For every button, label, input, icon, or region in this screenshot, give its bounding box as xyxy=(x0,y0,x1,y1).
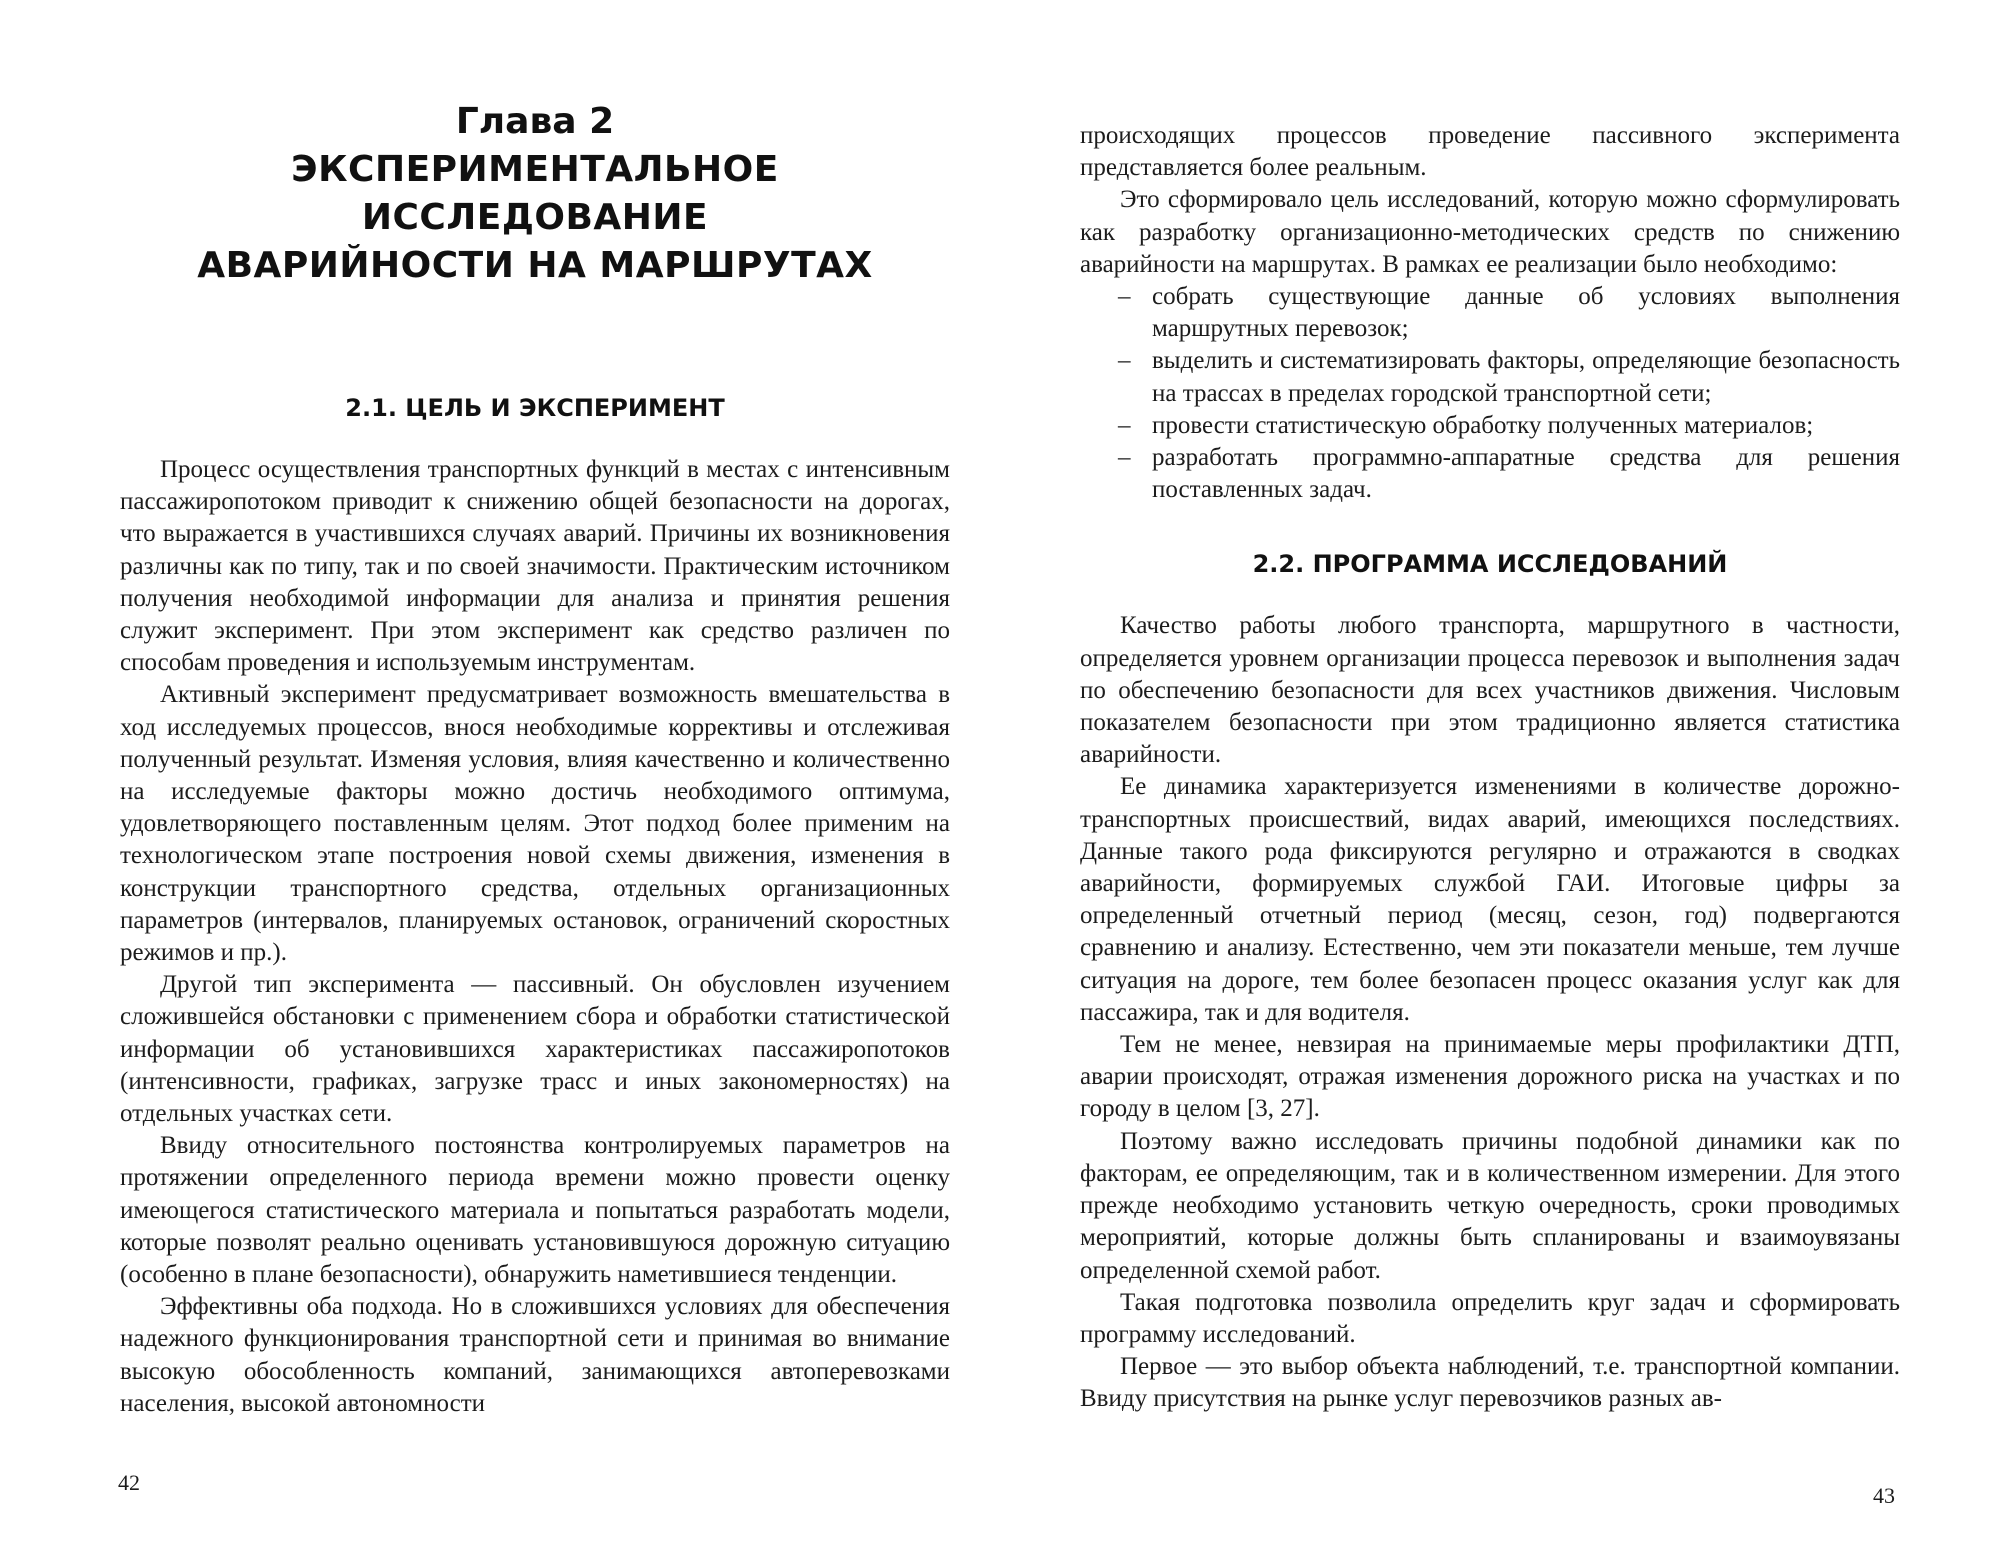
list-item xyxy=(1080,345,1900,409)
paragraph: Другой тип эксперимента — пассивный. Он обусловлен изучением сложившейся обстановки с применением сбора и обработки статистической информации об установившихся характеристиках пассажиропотоков (интенсивности, графиках, загрузке трасс и иных закономерностях) на отдельных участках сети. xyxy=(120,971,950,1128)
chapter-title-line: ЭКСПЕРИМЕНТАЛЬНОЕ ИССЛЕДОВАНИЕ xyxy=(291,149,779,238)
paragraph: Первое — это выбор объекта наблюдений, т.е. транспортной компании. Ввиду присутствия на рынке услуг перевозчиков разных ав- xyxy=(1080,1353,1900,1413)
paragraph: Процесс осуществления транспортных функций в местах с интенсивным пассажиропотоком приводит к снижению общей безопасности на дорогах, что выражается в участившихся случаях аварий. Причины их возникновения различны как по типу, так и по своей значимости. Практическим источником получения необходимой информации для анализа и принятия решения служит эксперимент. При этом эксперимент как средство различен по способам проведения и используемым инструментам. xyxy=(120,456,950,677)
paragraph: Тем не менее, невзирая на принимаемые меры профилактики ДТП, аварии происходят, отражая изменения дорожного риска на участках и по городу в целом [3, 27]. xyxy=(1080,1031,1900,1123)
list-item xyxy=(1080,410,1900,442)
paragraph: Качество работы любого транспорта, маршрутного в частности, определяется уровнем организации процесса перевозок и выполнения задач по обеспечению безопасности для всех участников движения. Числовым показателем безопасности при этом традиционно является статистика аварийности. xyxy=(1080,612,1900,769)
list-item-text: собрать существующие данные об условиях выполнения маршрутных перевозок; xyxy=(1152,283,1900,343)
list-dash: – xyxy=(1118,444,1131,472)
list-dash: – xyxy=(1118,347,1131,375)
left-page xyxy=(120,0,950,1420)
paragraph: Такая подготовка позволила определить круг задач и сформировать программу исследований. xyxy=(1080,1288,1900,1348)
chapter-label: Глава 2 xyxy=(455,101,615,142)
paragraph: Ее динамика характеризуется изменениями в количестве дорожно-транспортных происшествий, видах аварий, имеющихся последствиях. Данные такого рода фиксируются регулярно и отражаются в сводках аварийности, формируемых службой ГАИ. Итоговые цифры за определенный отчетный период (месяц, сезон, год) подвергаются сравнению и анализу. Естественно, чем эти показатели меньше, тем лучше ситуация на дороге, тем более безопасен процесс оказания услуг как для пассажира, так и для водителя. xyxy=(1080,773,1900,1026)
list-item-text: разработать программно-аппаратные средства для решения поставленных задач. xyxy=(1152,444,1900,504)
chapter-title xyxy=(120,146,950,290)
paragraph: Ввиду относительного постоянства контролируемых параметров на протяжении определенного периода времени можно провести оценку имеющегося статистического материала и попытаться разработать модели, которые позволят реально оценивать установившуюся дорожную ситуацию (особенно в плане безопасности), обнаружить наметившиеся тенденции. xyxy=(120,1132,950,1289)
paragraph-continuation: происходящих процессов проведение пассивного эксперимента представляется более реальным. xyxy=(1080,122,1900,182)
page-number: 43 xyxy=(1873,1483,1895,1508)
right-page xyxy=(1080,0,1900,1416)
chapter-title-line: АВАРИЙНОСТИ НА МАРШРУТАХ xyxy=(197,245,873,286)
list-dash: – xyxy=(1118,411,1131,439)
list-dash: – xyxy=(1118,283,1131,311)
page-number: 42 xyxy=(118,1470,140,1495)
section-heading: 2.1. ЦЕЛЬ И ЭКСПЕРИМЕНТ xyxy=(345,394,725,422)
paragraph: Поэтому важно исследовать причины подобной динамики как по факторам, ее определяющим, так и в количественном измерении. Для этого прежде необходимо установить четкую очередность, сроки проводимых мероприятий, которые должны быть спланированы и взаимоувязаны определенной схемой работ. xyxy=(1080,1127,1900,1284)
paragraph: Активный эксперимент предусматривает возможность вмешательства в ход исследуемых процессов, внося необходимые коррективы и отслеживая полученный результат. Изменяя условия, влияя качественно и количественно на исследуемые факторы можно достичь необходимого оптимума, удовлетворяющего поставленным целям. Этот подход более применим на технологическом этапе построения новой схемы движения, изменения в конструкции транспортного средства, отдельных организационных параметров (интервалов, планируемых остановок, ограничений скоростных режимов и пр.). xyxy=(120,681,950,967)
list-item-text: провести статистическую обработку полученных материалов; xyxy=(1152,411,1814,439)
list-item xyxy=(1080,442,1900,506)
list-item xyxy=(1080,281,1900,345)
paragraph: Эффективны оба подхода. Но в сложившихся условиях для обеспечения надежного функционирования транспортной сети и принимая во внимание высокую обособленность компаний, занимающихся автоперевозками населения, высокой автономности xyxy=(120,1293,950,1417)
paragraph: Это сформировало цель исследований, которую можно сформулировать как разработку организационно-методических средств по снижению аварийности на маршрутах. В рамках ее реализации было необходимо: xyxy=(1080,186,1900,278)
section-heading: 2.2. ПРОГРАММА ИССЛЕДОВАНИЙ xyxy=(1252,550,1728,579)
goals-list xyxy=(1080,281,1900,506)
list-item-text: выделить и систематизировать факторы, определяющие безопасность на трассах в пределах городской транспортной сети; xyxy=(1152,347,1900,407)
